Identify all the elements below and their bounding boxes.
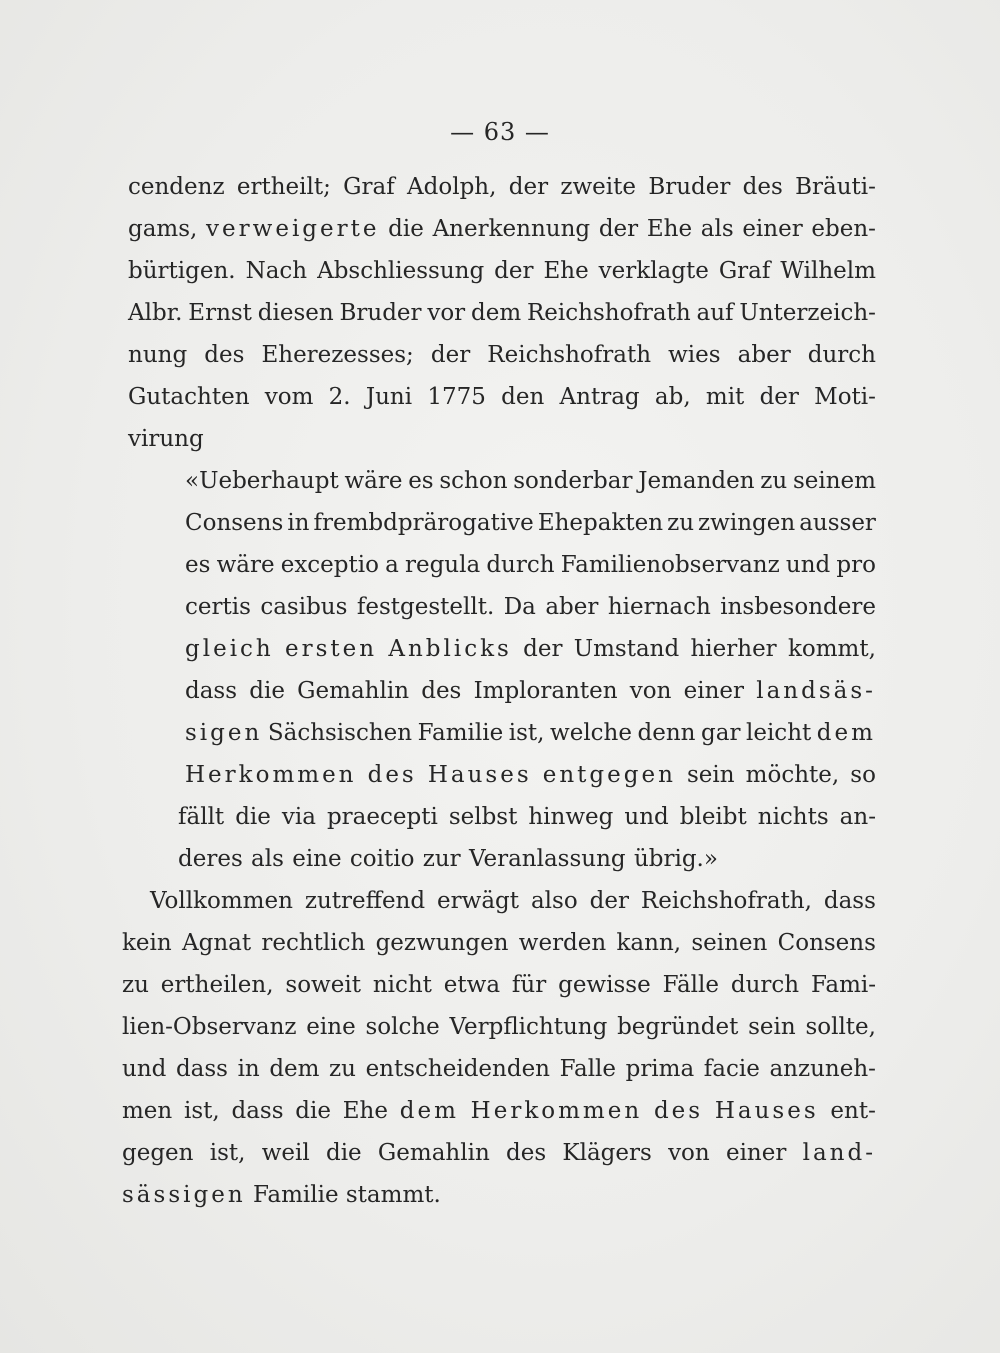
word: Hauses [714, 1098, 819, 1124]
word: kann, [616, 930, 682, 956]
word: dass [175, 1056, 228, 1082]
word: des [653, 1098, 704, 1124]
word: vor [427, 300, 466, 326]
word: fällt [178, 804, 225, 830]
word: weil [261, 1140, 310, 1166]
word: Umstand [573, 636, 680, 662]
word: wies [668, 342, 721, 368]
word: also [530, 888, 578, 914]
word: cendenz [128, 174, 225, 200]
word: nung [128, 342, 188, 368]
text-line [122, 928, 876, 958]
word: Klägers [562, 1140, 652, 1166]
word: verweigerte [206, 216, 380, 242]
word: Wilhelm [780, 258, 876, 284]
word: bürtigen. [128, 258, 236, 284]
word: zutreffend [304, 888, 426, 914]
word: Nach [245, 258, 308, 284]
word: in [237, 1056, 260, 1082]
word: ist, [209, 1140, 246, 1166]
word: zur [422, 846, 461, 872]
word: festgestellt. [356, 594, 495, 620]
word: eine [292, 846, 342, 872]
text-line [185, 634, 876, 664]
word: werden [518, 930, 607, 956]
word: Familie [417, 720, 504, 746]
word: Gemahlin [377, 1140, 490, 1166]
word: wäre [344, 468, 403, 494]
word: casibus [260, 594, 348, 620]
word: und [122, 1056, 167, 1082]
word: dem [269, 1056, 320, 1082]
word: des [367, 762, 417, 788]
word: Vollkommen [150, 888, 293, 914]
word: Familienobservanz [560, 552, 780, 578]
word: frembdprärogative [313, 510, 534, 536]
word: «Ueberhaupt [185, 468, 339, 494]
word: ertheilt; [236, 174, 331, 200]
word: gewisse [558, 972, 651, 998]
word: einer [683, 678, 745, 704]
word: sein [748, 1014, 796, 1040]
word: Jemanden [638, 468, 755, 494]
word: von [629, 678, 672, 704]
word: Da [503, 594, 536, 620]
word: hierher [690, 636, 777, 662]
word: Consens [185, 510, 284, 536]
text-line [178, 844, 718, 874]
word: virung [128, 426, 204, 452]
word: entgegen [542, 762, 676, 788]
word: Anerkennung [432, 216, 591, 242]
text-line [185, 550, 876, 580]
word: dass [185, 678, 238, 704]
word: soweit [285, 972, 361, 998]
word: des [506, 1140, 547, 1166]
word: coitio [349, 846, 415, 872]
word: Agnat [181, 930, 252, 956]
word: Graf [718, 258, 771, 284]
word: hinweg [528, 804, 614, 830]
text-line [150, 886, 876, 916]
word: Hauses [427, 762, 532, 788]
word: 2. [328, 384, 351, 410]
word: dem [471, 300, 522, 326]
word: Reichshofrath [526, 300, 691, 326]
word: vom [264, 384, 314, 410]
word: Antrag [559, 384, 640, 410]
word: es [408, 468, 434, 494]
word: nicht [372, 972, 432, 998]
text-line [128, 298, 876, 328]
word: einer [725, 1140, 787, 1166]
word: gleich [185, 636, 274, 662]
word: die [249, 678, 285, 704]
word: stammt. [345, 1182, 441, 1208]
word: leicht [745, 720, 812, 746]
word: gegen [122, 1140, 194, 1166]
word: praecepti [326, 804, 438, 830]
word: Gutachten [128, 384, 250, 410]
text-line [185, 466, 876, 496]
word: denn [637, 720, 696, 746]
word: aber [545, 594, 599, 620]
word: Bräuti- [795, 174, 876, 200]
word: selbst [448, 804, 518, 830]
word: via [281, 804, 316, 830]
word: ertheilen, [160, 972, 274, 998]
word: es [185, 552, 211, 578]
word: auf [696, 300, 734, 326]
word: Fälle [662, 972, 719, 998]
word: an- [839, 804, 876, 830]
word: zweite [560, 174, 637, 200]
word: Herkommen [470, 1098, 643, 1124]
word: die [325, 1140, 362, 1166]
word: ersten [285, 636, 378, 662]
word: möchte, [745, 762, 840, 788]
word: der [598, 216, 639, 242]
word: seinem [792, 468, 876, 494]
word: Falle [559, 1056, 617, 1082]
word: anzuneh- [769, 1056, 876, 1082]
word: Ernst [188, 300, 252, 326]
word: zu [760, 468, 788, 494]
word: die [235, 804, 271, 830]
word: durch [807, 342, 876, 368]
word: des [742, 174, 783, 200]
word: prima [625, 1056, 695, 1082]
word: Herkommen [185, 762, 357, 788]
word: land- [802, 1140, 876, 1166]
word: ist, [184, 1098, 220, 1124]
word: dass [823, 888, 876, 914]
word: einer [742, 216, 803, 242]
word: der [494, 258, 534, 284]
word: ausser [799, 510, 876, 536]
word: der [508, 174, 549, 200]
word: zu [122, 972, 149, 998]
text-line [185, 676, 876, 706]
word: Verpflichtung [449, 1014, 608, 1040]
word: kommt, [787, 636, 876, 662]
word: Adolph, [407, 174, 497, 200]
text-line [122, 1012, 876, 1042]
word: facie [703, 1056, 760, 1082]
word: insbesondere [720, 594, 876, 620]
word: sollte, [805, 1014, 876, 1040]
word: ab, [654, 384, 691, 410]
word: des [204, 342, 245, 368]
word: gams, [128, 216, 198, 242]
word: zu [667, 510, 695, 536]
text-line [122, 970, 876, 1000]
word: von [668, 1140, 710, 1166]
word: ist, [508, 720, 545, 746]
word: pro [836, 552, 876, 578]
text-line [185, 760, 876, 790]
word: für [511, 972, 547, 998]
text-line [185, 508, 876, 538]
word: durch [486, 552, 555, 578]
word: dass [231, 1098, 284, 1124]
word: dem [399, 1098, 459, 1124]
word: erwägt [437, 888, 520, 914]
word: sigen [185, 720, 263, 746]
word: Sächsischen [267, 720, 413, 746]
word: sonderbar [513, 468, 633, 494]
word: Gemahlin [297, 678, 410, 704]
word: ent- [830, 1098, 876, 1124]
word: Bruder [339, 300, 422, 326]
word: landsäs- [756, 678, 876, 704]
text-line [128, 172, 876, 202]
word: Fami- [810, 972, 876, 998]
word: etwa [443, 972, 501, 998]
word: Reichshofrath, [640, 888, 812, 914]
word: aber [737, 342, 791, 368]
word: Familie [252, 1182, 339, 1208]
word: welche [550, 720, 632, 746]
word: a [385, 552, 399, 578]
word: Abschliessung [317, 258, 485, 284]
word: der [523, 636, 563, 662]
word: begründet [617, 1014, 739, 1040]
text-line [185, 718, 876, 748]
word: gar [701, 720, 741, 746]
word: lien-Observanz [122, 1014, 297, 1040]
word: des [421, 678, 462, 704]
word: durch [730, 972, 800, 998]
word: Moti- [814, 384, 876, 410]
word: Consens [777, 930, 876, 956]
word: Juni [365, 384, 413, 410]
word: übrig.» [633, 846, 718, 872]
word: Albr. [128, 300, 183, 326]
word: Reichshofrath [487, 342, 652, 368]
word: der [589, 888, 629, 914]
word: eine [306, 1014, 356, 1040]
word: die [295, 1098, 331, 1124]
word: Ehepakten [537, 510, 664, 536]
word: kein [122, 930, 172, 956]
word: deres [178, 846, 243, 872]
word: Unterzeich- [739, 300, 876, 326]
word: Ehe [543, 258, 589, 284]
word: exceptio [280, 552, 379, 578]
word: Bruder [648, 174, 731, 200]
word: entscheidenden [365, 1056, 550, 1082]
word: die [388, 216, 424, 242]
word: in [287, 510, 310, 536]
word: Eherezesses; [261, 342, 414, 368]
word: Veranlassung [468, 846, 626, 872]
word: so [850, 762, 876, 788]
word: den [501, 384, 545, 410]
word: Anblicks [388, 636, 512, 662]
word: Graf [343, 174, 395, 200]
word: zu [329, 1056, 356, 1082]
text-line [122, 1054, 876, 1084]
word: als [700, 216, 734, 242]
word: rechtlich [261, 930, 366, 956]
word: sässigen [122, 1182, 246, 1208]
text-line [128, 424, 204, 454]
word: der [759, 384, 799, 410]
word: schon [439, 468, 508, 494]
word: men [122, 1098, 173, 1124]
word: zwingen [698, 510, 796, 536]
word: Ehe [342, 1098, 388, 1124]
word: hiernach [607, 594, 711, 620]
word: sein [686, 762, 735, 788]
word: und [624, 804, 669, 830]
text-line [122, 1138, 876, 1168]
word: gezwungen [375, 930, 509, 956]
text-line [122, 1180, 441, 1210]
text-line [185, 592, 876, 622]
word: und [785, 552, 831, 578]
text-line [128, 382, 876, 412]
word: der [430, 342, 471, 368]
word: dem [816, 720, 876, 746]
word: 1775 [427, 384, 486, 410]
word: diesen [257, 300, 334, 326]
word: verklagte [598, 258, 709, 284]
word: certis [185, 594, 251, 620]
word: Imploranten [473, 678, 618, 704]
word: Ehe [646, 216, 693, 242]
word: solche [365, 1014, 440, 1040]
word: seinen [691, 930, 768, 956]
text-line [128, 340, 876, 370]
text-line [128, 256, 876, 286]
text-line [128, 214, 876, 244]
word: bleibt [679, 804, 747, 830]
page-number: — 63 — [450, 118, 550, 146]
word: als [251, 846, 284, 872]
word: eben- [811, 216, 876, 242]
word: regula [404, 552, 481, 578]
text-line [122, 1096, 876, 1126]
word: mit [705, 384, 745, 410]
word: nichts [757, 804, 829, 830]
word: wäre [216, 552, 275, 578]
text-line [178, 802, 876, 832]
